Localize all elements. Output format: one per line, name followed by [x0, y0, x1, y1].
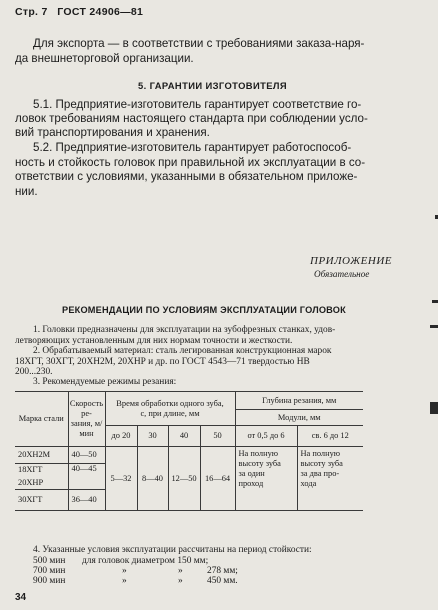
item1-line-2: летворяющих установленным для них нормам точности и жесткости.: [15, 336, 293, 346]
item4-time-2: 700 мин: [33, 566, 66, 576]
header-length-50: 50: [200, 426, 235, 447]
item4-quote-2: »: [122, 566, 127, 576]
export-line-2: да внешнеторговой организации.: [15, 52, 194, 65]
row-steel: 20ХН2М: [15, 447, 68, 464]
scan-mark: [430, 325, 438, 328]
item4-text-1: для головок диаметром 150 мм;: [82, 556, 209, 566]
item2-line-1: 2. Обрабатываемый материал: сталь легированная конструкционная марок: [33, 346, 332, 356]
header-speed: Скорость ре- зания, м/мин: [68, 392, 105, 447]
item4-time-3: 900 мин: [33, 576, 66, 586]
header-module: Модули, мм: [235, 410, 363, 426]
scan-mark: [430, 402, 438, 414]
row-steel: 18ХГТ: [15, 464, 68, 477]
header-depth: Глубина резания, мм: [235, 392, 363, 410]
page-header: [15, 6, 143, 18]
item4-value-2: 278 мм;: [207, 566, 238, 576]
p52-line-3: ответствии с условиями, указанными в обязательном приложе-: [15, 170, 358, 183]
row-steel: 30ХГТ: [15, 490, 68, 511]
item4-time-1: 500 мин: [33, 556, 66, 566]
item4-quote-3b: »: [178, 576, 183, 586]
row-speed: 36—40: [68, 490, 105, 511]
standard-number: ГОСТ 24906—81: [57, 6, 144, 18]
item4-intro: 4. Указанные условия эксплуатации рассчитаны на период стойкости:: [33, 545, 312, 555]
export-line-1: Для экспорта — в соответствии с требованиями заказа-наря-: [33, 37, 365, 50]
item1-line-1: 1. Головки предназначены для эксплуатации на зубофрезных станках, удов-: [33, 325, 336, 335]
table-row: [15, 447, 363, 464]
header-steel: Марка стали: [15, 392, 68, 447]
time-40: 12—50: [168, 447, 200, 511]
header-length-30: 30: [137, 426, 168, 447]
item2-line-2: 18ХГТ, 30ХГТ, 20ХН2М, 20ХНР и др. по ГОСТ 4543—71 твердостью НВ: [15, 357, 310, 367]
p52-line-2: ность и стойкость головок при правильной их эксплуатации в со-: [15, 156, 366, 169]
row-steel: 20ХНР: [15, 477, 68, 490]
cutting-modes-table: [15, 391, 363, 511]
section-title: 5. ГАРАНТИИ ИЗГОТОВИТЕЛЯ: [138, 80, 287, 91]
row-speed: 40—45: [68, 464, 105, 490]
appendix-item-3: 3. Рекомендуемые режимы резания:: [33, 377, 177, 387]
time-20: 5—32: [105, 447, 137, 511]
header-time: Время обработки одного зуба, с, при длине, мм: [105, 392, 235, 426]
item4-value-3: 450 мм.: [207, 576, 238, 586]
p51-line-2: ловок требованиям настоящего стандарта при соблюдении усло-: [15, 112, 368, 125]
time-30: 8—40: [137, 447, 168, 511]
page-label: Стр. 7: [15, 6, 48, 18]
scan-mark: [432, 300, 438, 303]
item4-quote-2b: »: [178, 566, 183, 576]
row-speed: 40—50: [68, 447, 105, 464]
depth-small: На полную высоту зуба за один проход: [235, 447, 297, 511]
p52-line-4: нии.: [15, 185, 38, 198]
page-number: 34: [15, 592, 27, 603]
item2-line-3: 200...230.: [15, 367, 53, 377]
item4-quote-3: »: [122, 576, 127, 586]
appendix-title: РЕКОМЕНДАЦИИ ПО УСЛОВИЯМ ЭКСПЛУАТАЦИИ ГОЛОВОК: [62, 305, 346, 315]
header-module-large: св. 6 до 12: [297, 426, 363, 447]
appendix-status: Обязательное: [314, 269, 370, 279]
header-module-small: от 0,5 до 6: [235, 426, 297, 447]
p51-line-1: 5.1. Предприятие-изготовитель гарантирует соответствие го-: [33, 98, 362, 111]
time-50: 16—64: [200, 447, 235, 511]
p52-line-1: 5.2. Предприятие-изготовитель гарантирует работоспособ-: [33, 141, 352, 154]
header-length-40: 40: [168, 426, 200, 447]
p51-line-3: вий транспортирования и хранения.: [15, 126, 210, 139]
depth-large: На полную высоту зуба за два про- хода: [297, 447, 363, 511]
appendix-label: ПРИЛОЖЕНИЕ: [310, 255, 392, 267]
header-length-20: до 20: [105, 426, 137, 447]
